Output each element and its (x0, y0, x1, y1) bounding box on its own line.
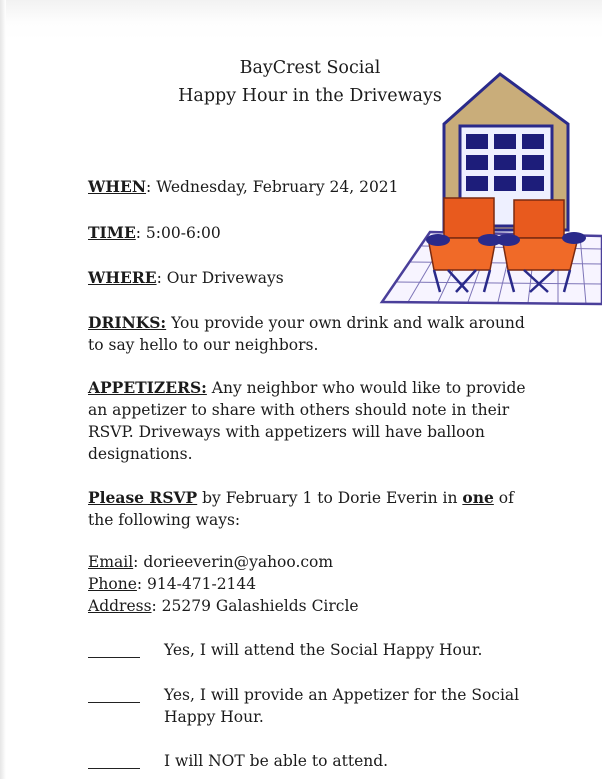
org-title: BayCrest Social (239, 58, 381, 78)
phone-line (88, 575, 256, 593)
email-value: : dorieeverin@yahoo.com (133, 553, 334, 571)
rsvp-emphasis: one (462, 488, 494, 507)
address-value: : 25279 Galashields Circle (151, 597, 359, 615)
email-label: Email (88, 553, 134, 571)
scan-edge (0, 0, 6, 779)
time-line (88, 223, 221, 242)
rsvp-paragraph (88, 487, 538, 531)
address-line (88, 597, 359, 615)
phone-label: Phone (88, 575, 137, 593)
appetizers-label: APPETIZERS: (88, 378, 207, 397)
option-decline-text: I will NOT be able to attend. (164, 752, 389, 770)
email-line (88, 553, 333, 571)
appetizers-paragraph (88, 377, 538, 465)
where-value: : Our Driveways (156, 269, 284, 287)
drinks-text: You provide your own drink and walk around to say hello to our neighbors. (88, 314, 525, 354)
rsvp-text-after: of the following ways: (88, 489, 514, 529)
event-title: Happy Hour in the Driveways (178, 86, 442, 106)
time-label: TIME (88, 223, 136, 242)
option-appetizer-blank[interactable] (88, 702, 140, 703)
where-label: WHERE (88, 268, 157, 287)
driveway-house-illustration (378, 64, 602, 314)
drinks-label: DRINKS: (88, 313, 167, 332)
rsvp-label: Please RSVP (88, 488, 198, 507)
option-decline-blank[interactable] (88, 768, 140, 769)
when-label: WHEN (88, 177, 147, 196)
rsvp-text-before: by February 1 to Dorie Everin in (197, 489, 463, 507)
where-line (88, 268, 284, 287)
option-attend-blank[interactable] (88, 657, 140, 658)
drinks-paragraph (88, 312, 538, 356)
address-label: Address (88, 597, 152, 615)
when-line (88, 177, 399, 196)
appetizers-text: Any neighbor who would like to provide an appetizer to share with others should note in their RSVP. Driveways with appetizers will have balloon designations. (88, 379, 526, 463)
option-appetizer-text: Yes, I will provide an Appetizer for the Social Happy Hour. (164, 686, 520, 726)
time-value: : 5:00-6:00 (135, 224, 221, 242)
option-attend-text: Yes, I will attend the Social Happy Hour. (164, 641, 483, 659)
when-value: : Wednesday, February 24, 2021 (146, 178, 399, 196)
phone-value: : 914-471-2144 (136, 575, 257, 593)
